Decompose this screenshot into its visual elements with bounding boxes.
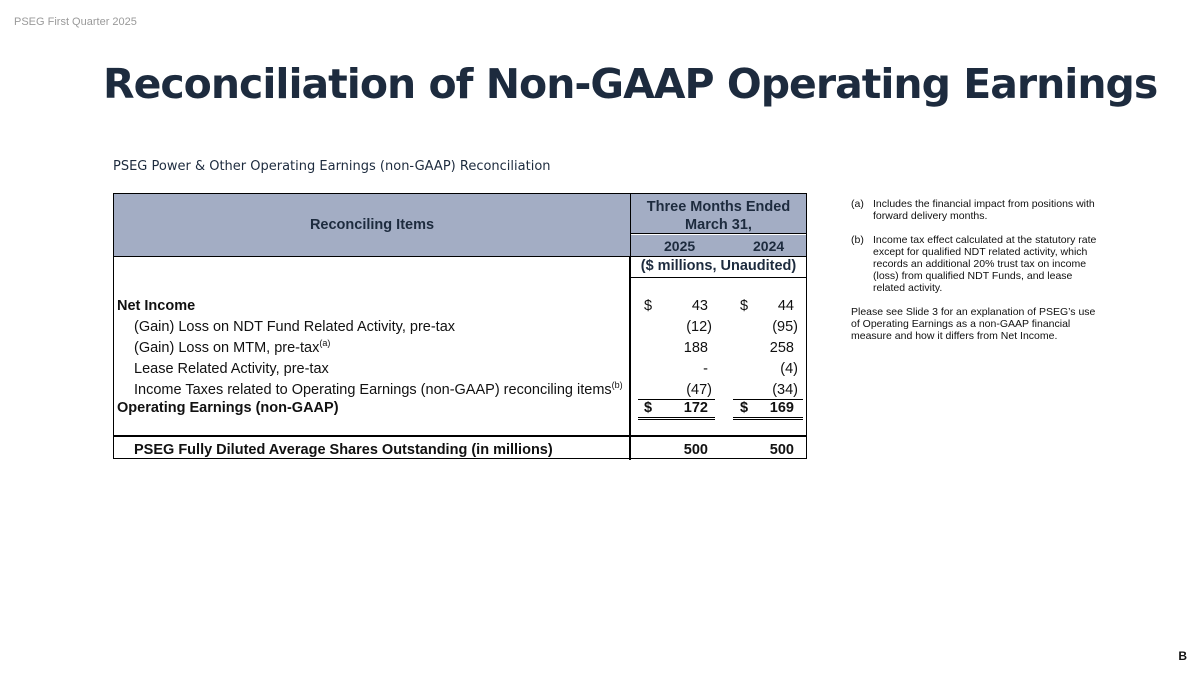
total-double-underline-2025 xyxy=(638,417,715,420)
value-2024: 44 xyxy=(777,298,794,314)
row-label xyxy=(134,380,623,400)
value-2024: 169 xyxy=(769,400,794,416)
value-2024: (34) xyxy=(772,382,798,398)
row-label-text: Income Taxes related to Operating Earnings (non-GAAP) reconciling items xyxy=(134,382,612,398)
reconciliation-table xyxy=(113,193,807,459)
table-row-net-income xyxy=(114,296,806,316)
table-row-income-taxes xyxy=(114,380,806,400)
footnotes-panel xyxy=(851,198,1106,342)
table-row-lease xyxy=(114,359,806,379)
deck-header-label: PSEG First Quarter 2025 xyxy=(14,16,137,28)
footnote-marker: (b) xyxy=(851,234,864,246)
section-divider xyxy=(114,435,806,437)
year-header-row xyxy=(631,235,806,257)
row-label xyxy=(134,338,330,358)
value-2025: 188 xyxy=(683,340,708,356)
footnote-text: Includes the financial impact from positions with forward delivery months. xyxy=(873,198,1095,222)
currency-sign: $ xyxy=(740,298,749,314)
value-2024: 500 xyxy=(769,442,794,458)
footnote-ref-b: (b) xyxy=(611,380,623,391)
period-header xyxy=(631,194,806,234)
row-label: PSEG Fully Diluted Average Shares Outstanding (in millions) xyxy=(134,442,553,458)
year-2024-header: 2024 xyxy=(753,238,785,254)
value-2024: (95) xyxy=(772,319,798,335)
currency-sign: $ xyxy=(644,298,653,314)
row-label: Net Income xyxy=(117,298,196,314)
table-subtitle: PSEG Power & Other Operating Earnings (non-GAAP) Reconciliation xyxy=(113,159,551,174)
table-row-operating-earnings xyxy=(114,398,806,418)
reconciling-items-header: Reconciling Items xyxy=(114,194,631,257)
footnote-b xyxy=(851,234,1106,294)
footnote-ref-a: (a) xyxy=(319,338,331,349)
value-2025: 172 xyxy=(683,400,708,416)
row-label: Lease Related Activity, pre-tax xyxy=(134,361,329,377)
page-title: Reconciliation of Non-GAAP Operating Earnings xyxy=(103,60,1158,108)
value-2025: (12) xyxy=(686,319,712,335)
value-2025: 500 xyxy=(683,442,708,458)
row-label: Operating Earnings (non-GAAP) xyxy=(117,400,339,416)
table-row-ndt xyxy=(114,317,806,337)
value-2024: (4) xyxy=(780,361,798,377)
units-label: ($ millions, Unaudited) xyxy=(631,256,806,278)
column-divider xyxy=(629,256,631,460)
period-line-1: Three Months Ended xyxy=(646,199,791,215)
slide-reference-note: Please see Slide 3 for an explanation of PSEG’s use of Operating Earnings as a non-GAAP financial measure and how it differs from Net Income. xyxy=(851,306,1096,342)
period-line-2: March 31, xyxy=(685,217,752,233)
table-row-shares xyxy=(114,440,806,460)
row-label-text: (Gain) Loss on MTM, pre-tax xyxy=(134,340,320,356)
value-2024: 258 xyxy=(769,340,794,356)
footnote-marker: (a) xyxy=(851,198,864,210)
total-double-underline-2024 xyxy=(733,417,803,420)
value-2025: - xyxy=(703,361,708,377)
footnote-text: Income tax effect calculated at the statutory rate except for qualified NDT related activity, which records an additional 20% trust tax on income (loss) from qualified NDT Funds, and lease related activity. xyxy=(873,234,1097,294)
year-2025-header: 2025 xyxy=(664,238,696,254)
currency-sign: $ xyxy=(740,400,749,416)
footnote-a xyxy=(851,198,1106,222)
currency-sign: $ xyxy=(644,400,653,416)
table-row-mtm xyxy=(114,338,806,358)
value-2025: 43 xyxy=(691,298,708,314)
page-marker: B xyxy=(1178,649,1187,663)
value-2025: (47) xyxy=(686,382,712,398)
row-label: (Gain) Loss on NDT Fund Related Activity, pre-tax xyxy=(134,319,456,335)
